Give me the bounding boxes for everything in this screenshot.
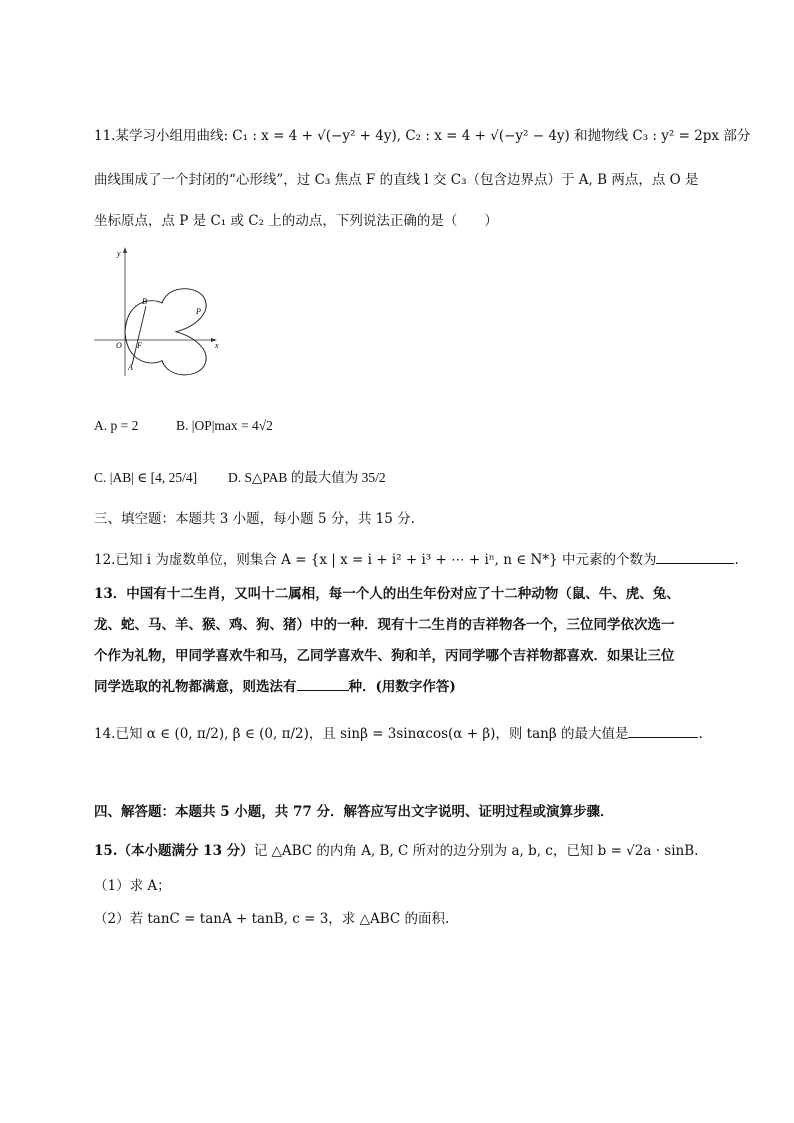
q15-text: 记 △ABC 的内角 A, B, C 所对的边分别为 a, b, c，已知 b = √2a · sinB. [253,843,699,859]
q11-text-3: 坐标原点，点 P 是 C₁ 或 C₂ 上的动点，下列说法正确的是（ ） [94,213,498,229]
q13-line-3 [94,648,675,664]
q13-line-2 [94,617,675,633]
label-x: x [215,341,219,350]
q11-line-2 [94,172,699,188]
q11-line-1 [94,128,750,144]
q11-options-row-2 [94,470,386,486]
section-4-text: 四、解答题：本题共 5 小题，共 77 分．解答应写出文字说明、证明过程或演算步骤． [94,804,614,820]
label-a: A [128,363,133,372]
q11-line-3 [94,213,498,229]
option-a: A. p = 2 [94,418,139,433]
label-o: O [116,341,122,350]
label-y: y [117,249,121,258]
section-4-heading [94,804,613,820]
q11-options-row-1 [94,418,273,434]
q12-line [94,552,739,568]
option-c: C. |AB| ∈ [4, 25/4] [94,470,198,485]
section-3-text: 三、填空题：本题共 3 小题，每小题 5 分，共 15 分. [94,511,415,527]
q15-line-1 [94,843,698,859]
option-b: B. |OP|max = 4√2 [176,418,273,433]
q12-end: . [734,552,739,568]
section-3-heading [94,511,415,527]
q15-part-2-text: （2）若 tanC = tanA + tanB, c = 3，求 △ABC 的面积. [94,911,450,927]
q14-answer-blank [628,727,698,738]
q15-part-1 [94,878,171,894]
label-f: F [137,341,142,350]
q11-text-1: 11.某学习小组用曲线: C₁ : x = 4 + √(−y² + 4y), C₂ : x = 4 + √(−y² − 4y) 和抛物线 C₃ : y² = 2px 部分 [94,128,751,144]
option-d: D. S△PAB 的最大值为 35/2 [228,470,386,485]
heart-curve-figure [92,244,232,379]
q15-part-2 [94,911,449,927]
label-p: P [196,307,201,316]
q12-text: 12.已知 i 为虚数单位，则集合 A = {x | x = i + i² + i³ + ⋯ + iⁿ, n ∈ N*} 中元素的个数为 [94,552,657,568]
q14-text: 14.已知 α ∈ (0, π/2), β ∈ (0, π/2)，且 sinβ = 3sinαcos(α + β)，则 tanβ 的最大值是 [94,726,629,742]
heart-curve [125,289,206,375]
q12-answer-blank [656,553,734,564]
q15-heading: 15.（本小题满分 13 分） [94,843,254,859]
q15-part-1-text: （1）求 A； [94,878,171,894]
q13-line-4 [94,679,456,695]
q13-text-4b: 种．(用数字作答) [348,679,456,695]
q14-line [94,726,703,742]
q13-text-1: 13．中国有十二生肖，又叫十二属相，每一个人的出生年份对应了十二种动物（鼠、牛、虎、兔、 [94,586,680,602]
q13-line-1 [94,586,680,602]
q13-answer-blank [297,680,349,691]
q13-text-4a: 同学选取的礼物都满意，则选法有 [94,679,297,695]
q14-end: . [698,726,703,742]
q11-text-2: 曲线围成了一个封闭的“心形线”，过 C₃ 焦点 F 的直线 l 交 C₃（包含边界点）于 A, B 两点，点 O 是 [94,172,699,188]
label-b: B [142,297,147,306]
q13-text-2: 龙、蛇、马、羊、猴、鸡、狗、猪）中的一种．现有十二生肖的吉祥物各一个，三位同学依次选一 [94,617,675,633]
y-axis-arrow-icon [123,247,127,253]
chord-ab [132,306,146,365]
q13-text-3: 个作为礼物，甲同学喜欢牛和马，乙同学喜欢牛、狗和羊，丙同学哪个吉祥物都喜欢．如果让三位 [94,648,675,664]
